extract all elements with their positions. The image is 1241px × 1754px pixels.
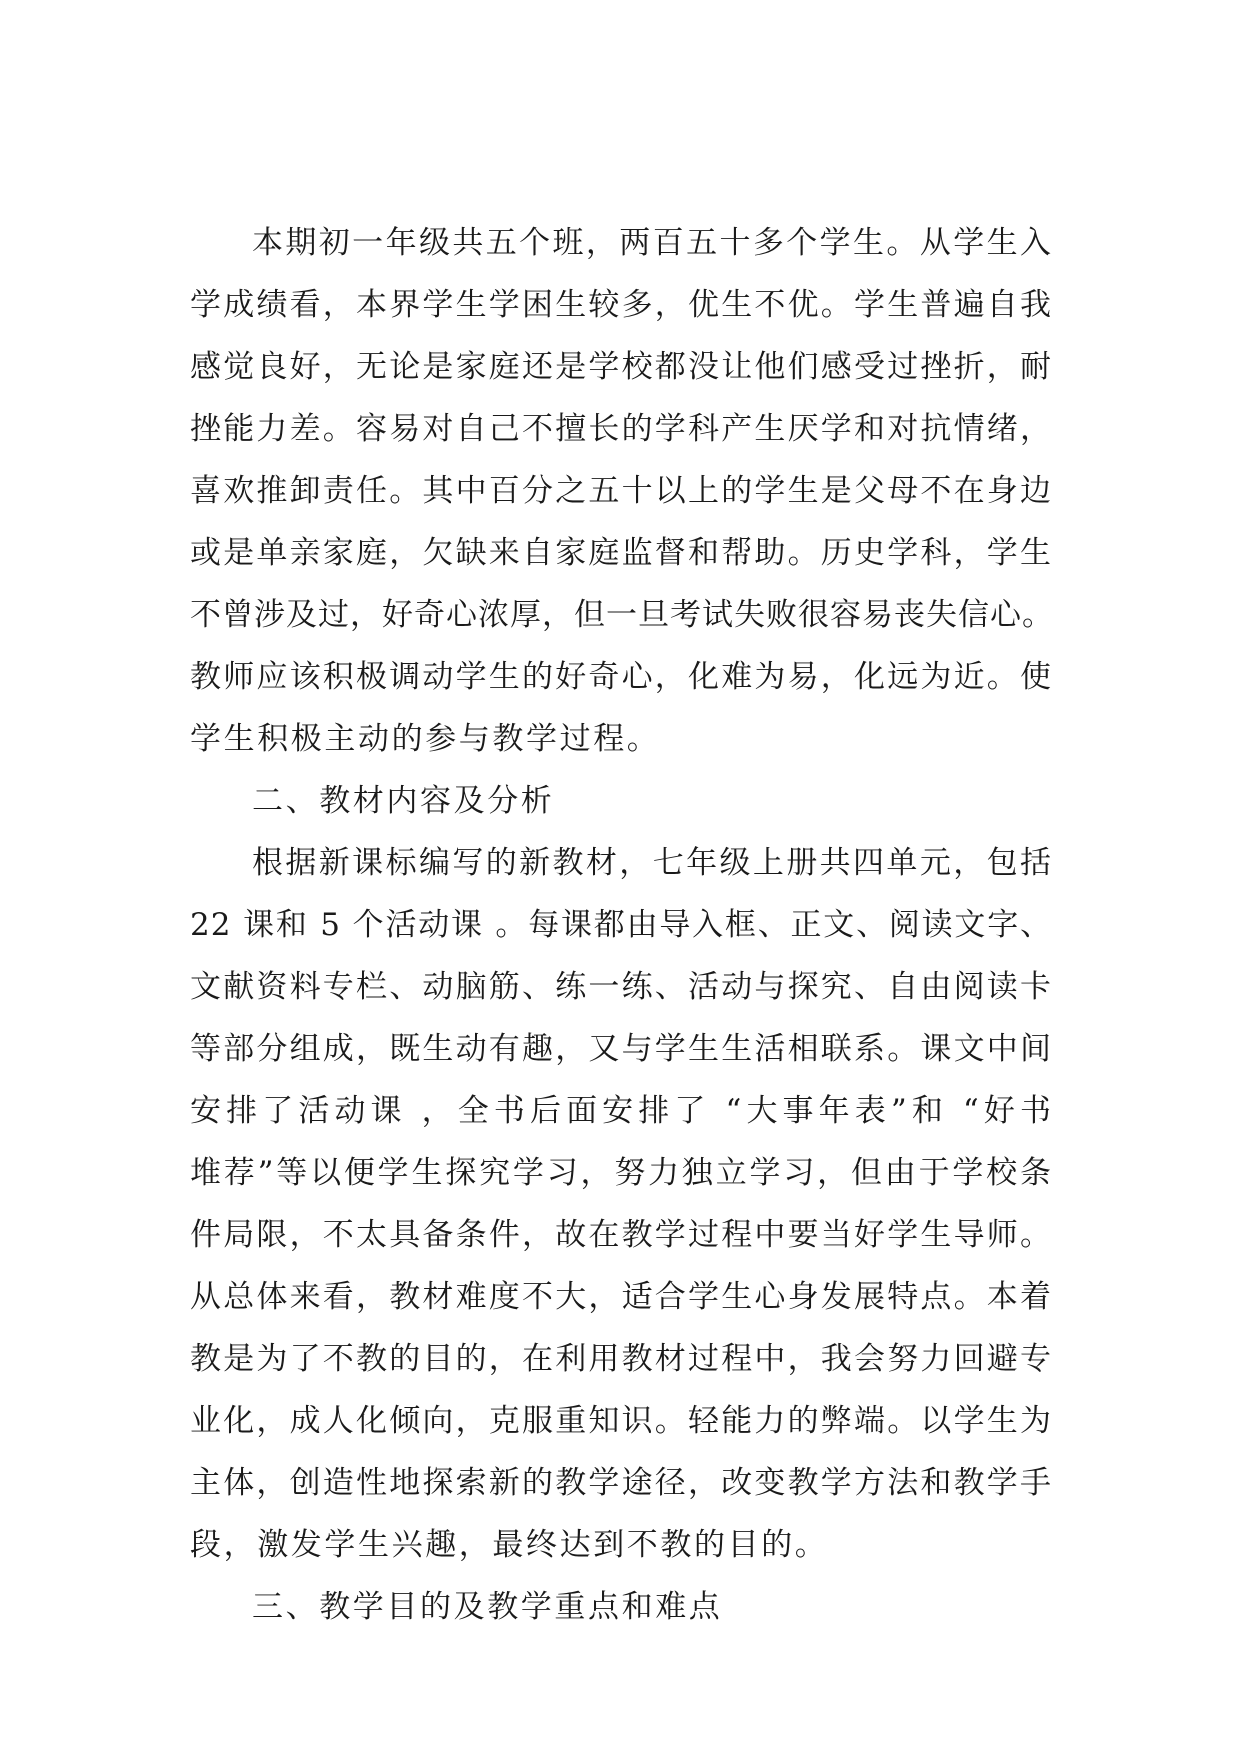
paragraph-student-analysis <box>190 212 1052 770</box>
section-heading-textbook: 二、教材内容及分析 <box>252 783 555 819</box>
text-line: 根据新课标编写的新教材，七年级上册共四单元，包括 <box>252 845 1052 881</box>
text-line: 喜欢推卸责任。其中百分之五十以上的学生是父母不在身边 <box>190 473 1052 509</box>
document-page <box>190 212 1052 1638</box>
paragraph-textbook-analysis <box>190 832 1052 1576</box>
text-line: 件局限，不太具备条件，故在教学过程中要当好学生导师。 <box>190 1217 1052 1253</box>
text-line: 主体，创造性地探索新的教学途径，改变教学方法和教学手 <box>190 1465 1052 1501</box>
text-line: 教师应该积极调动学生的好奇心，化难为易，化远为近。使 <box>190 659 1052 695</box>
text-line: 安排了活动课 ，全书后面安排了 “大事年表”和 “好书 <box>190 1093 1052 1129</box>
text-line: 段，激发学生兴趣，最终达到不教的目的。 <box>190 1527 829 1563</box>
text-line: 等部分组成，既生动有趣，又与学生生活相联系。课文中间 <box>190 1031 1052 1067</box>
text-line: 挫能力差。容易对自己不擅长的学科产生厌学和对抗情绪， <box>190 411 1052 447</box>
text-line: 本期初一年级共五个班，两百五十多个学生。从学生入 <box>252 225 1052 261</box>
text-line: 业化，成人化倾向，克服重知识。轻能力的弊端。以学生为 <box>190 1403 1052 1439</box>
text-line: 堆荐”等以便学生探究学习，努力独立学习，但由于学校条 <box>190 1155 1052 1191</box>
text-line: 22 课和 5 个活动课 。每课都由导入框、正文、阅读文字、 <box>190 907 1052 943</box>
text-line: 学生积极主动的参与教学过程。 <box>190 721 661 757</box>
text-line: 或是单亲家庭，欠缺来自家庭监督和帮助。历史学科，学生 <box>190 535 1052 571</box>
text-line: 不曾涉及过，好奇心浓厚，但一旦考试失败很容易丧失信心。 <box>190 597 1054 633</box>
text-line: 文献资料专栏、动脑筋、练一练、活动与探究、自由阅读卡 <box>190 969 1052 1005</box>
text-line: 感觉良好，无论是家庭还是学校都没让他们感受过挫折，耐 <box>190 349 1052 385</box>
text-line: 从总体来看，教材难度不大，适合学生心身发展特点。本着 <box>190 1279 1052 1315</box>
text-line: 教是为了不教的目的，在利用教材过程中，我会努力回避专 <box>190 1341 1052 1377</box>
text-line: 学成绩看，本界学生学困生较多，优生不优。学生普遍自我 <box>190 287 1052 323</box>
section-heading-objectives: 三、教学目的及教学重点和难点 <box>252 1589 723 1625</box>
